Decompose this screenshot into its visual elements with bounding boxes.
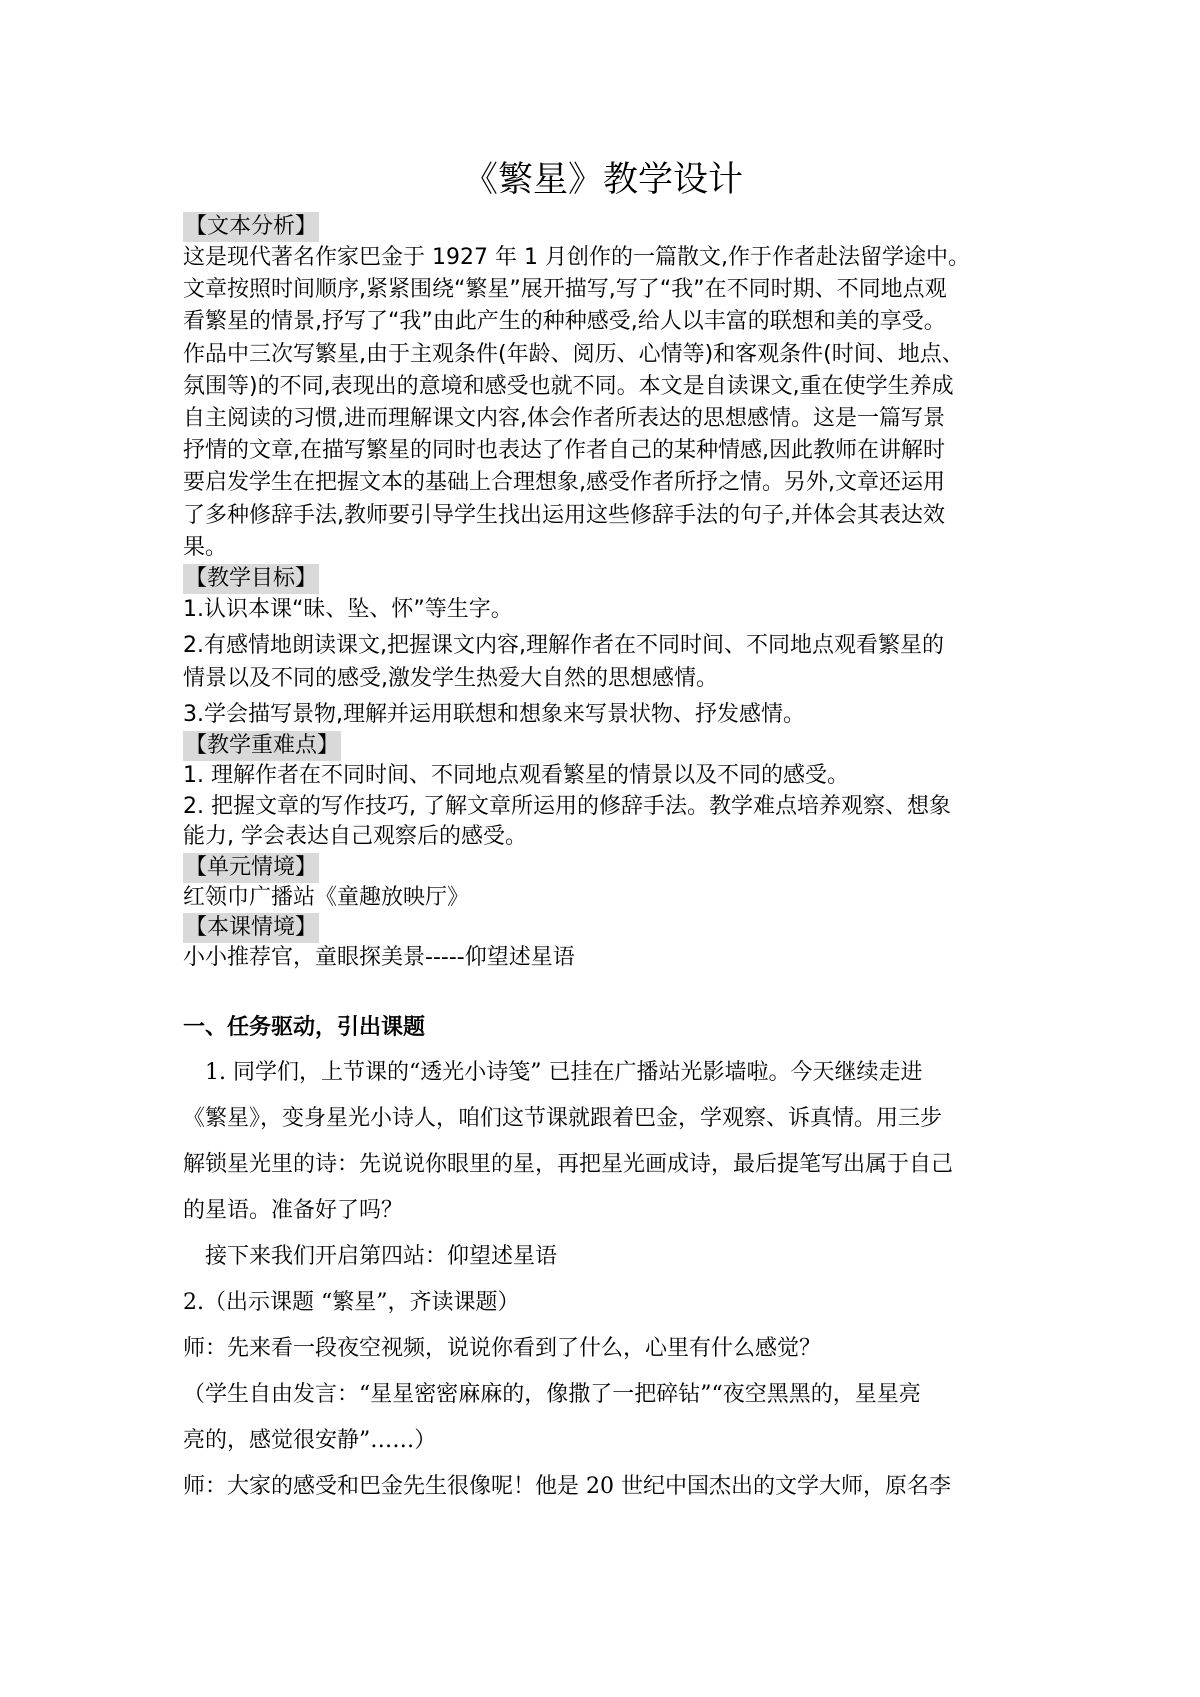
text-line: 自主阅读的习惯,进而理解课文内容,体会作者所表达的思想感情。这是一篇写景	[183, 406, 945, 432]
goal-item: 2.有感情地朗读课文,把握课文内容,理解作者在不同时间、不同地点观看繁星的	[183, 633, 944, 659]
key-point-item: 1. 理解作者在不同时间、不同地点观看繁星的情景以及不同的感受。	[183, 763, 849, 789]
body-line: 亮的，感觉很安静”……）	[183, 1427, 437, 1453]
unit-context-text: 红领巾广播站《童趣放映厅》	[183, 884, 470, 910]
key-point-item: 2. 把握文章的写作技巧, 了解文章所运用的修辞手法。教学难点培养观察、想象	[183, 793, 951, 819]
page-title: 《繁星》教学设计	[462, 160, 743, 200]
goal-item: 1.认识本课“昧、坠、怀”等生字。	[183, 597, 513, 623]
key-points-body	[183, 761, 1023, 853]
section-heading-text-analysis: 【文本分析】	[183, 212, 319, 242]
document-content	[183, 150, 1023, 1510]
section1-body	[183, 1050, 1023, 1510]
section-heading-teaching-goals: 【教学目标】	[183, 564, 319, 594]
body-line: 2.（出示课题 “繁星”，齐读课题）	[183, 1289, 520, 1315]
text-line: 抒情的文章,在描写繁星的同时也表达了作者自己的某种情感,因此教师在讲解时	[183, 438, 945, 464]
text-line: 这是现代著名作家巴金于 1927 年 1 月创作的一篇散文,作于作者赴法留学途中。	[183, 245, 970, 270]
section-heading-unit-context: 【单元情境】	[183, 853, 319, 883]
goal-item: 情景以及不同的感受,激发学生热爱大自然的思想感情。	[183, 665, 718, 691]
lesson-context-text: 小小推荐官，童眼探美景-----仰望述星语	[183, 945, 575, 971]
body-line: 《繁星》，变身星光小诗人，咱们这节课就跟着巴金，学观察、诉真情。用三步	[183, 1105, 943, 1131]
body-line: 解锁星光里的诗：先说说你眼里的星，再把星光画成诗，最后提笔写出属于自己	[183, 1151, 954, 1177]
body-line: （学生自由发言：“星星密密麻麻的，像撒了一把碎钻”“夜空黑黑的，星星亮	[183, 1381, 921, 1407]
section-heading-lesson-context: 【本课情境】	[183, 913, 319, 943]
text-analysis-body	[183, 242, 1023, 564]
body-line: 的星语。准备好了吗？	[183, 1197, 404, 1223]
text-line: 看繁星的情景,抒写了“我”由此产生的种种感受,给人以丰富的联想和美的享受。	[183, 309, 946, 335]
teaching-goals-body	[183, 594, 1023, 731]
text-line: 文章按照时间顺序,紧紧围绕“繁星”展开描写,写了“我”在不同时期、不同地点观	[183, 277, 947, 303]
key-point-item: 能力, 学会表达自己观察后的感受。	[183, 824, 527, 850]
body-line: 1. 同学们，上节课的“透光小诗笺” 已挂在广播站光影墙啦。今天继续走进	[205, 1059, 923, 1085]
section-heading-key-points: 【教学重难点】	[183, 731, 341, 761]
text-line: 了多种修辞手法,教师要引导学生找出运用这些修辞手法的句子,并体会其表达效	[183, 502, 945, 528]
body-line: 师：先来看一段夜空视频，说说你看到了什么，心里有什么感觉？	[183, 1335, 822, 1361]
text-line: 要启发学生在把握文本的基础上合理想象,感受作者所抒之情。另外,文章还运用	[183, 470, 945, 496]
section1-heading: 一、任务驱动，引出课题	[183, 1013, 426, 1040]
text-line: 果。	[183, 534, 228, 560]
body-line: 接下来我们开启第四站：仰望述星语	[205, 1243, 558, 1269]
text-line: 作品中三次写繁星,由于主观条件(年龄、阅历、心情等)和客观条件(时间、地点、	[183, 341, 964, 367]
goal-item: 3.学会描写景物,理解并运用联想和想象来写景状物、抒发感情。	[183, 701, 805, 727]
body-line: 师：大家的感受和巴金先生很像呢！他是 20 世纪中国杰出的文学大师，原名李	[183, 1473, 951, 1499]
text-line: 氛围等)的不同,表现出的意境和感受也就不同。本文是自读课文,重在使学生养成	[183, 373, 954, 399]
